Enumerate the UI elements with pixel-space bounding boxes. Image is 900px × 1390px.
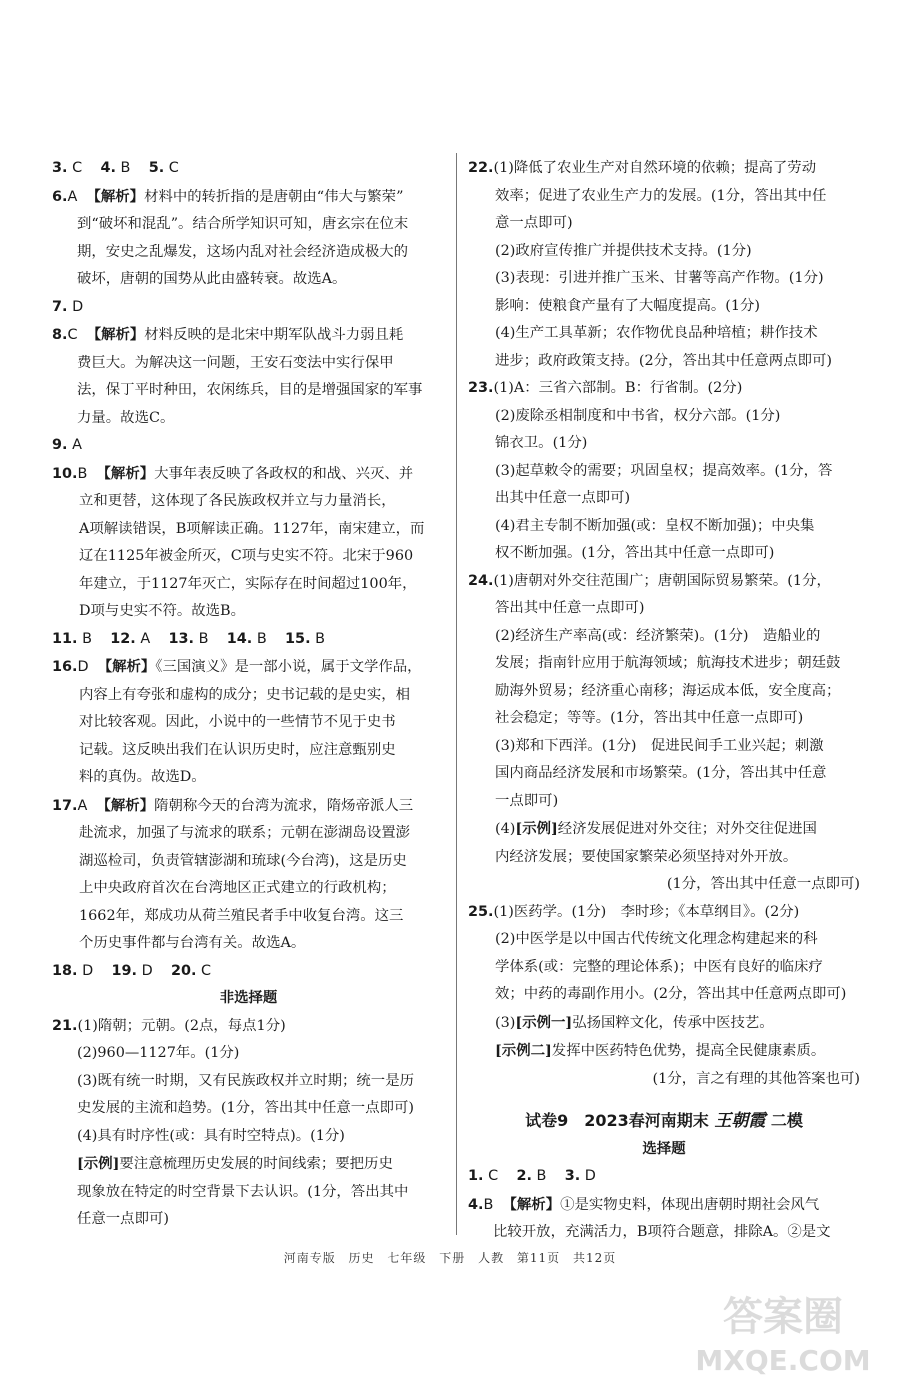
watermark-url: MXQE.COM [695, 1344, 871, 1377]
section-heading-non-choice: 非选择题 [219, 990, 278, 1006]
question-10: 10.B 【解析】大事年表反映了各政权的和战、兴灭、并 立和更替，这体现了各民族政权并立与力量消长， A项解读错误，B项解读正确。1127年，南宋建立，而 辽在1125年被金所灭，C项与史实不符。北宋于960 年建立，于1127年灭亡，实际存在时间超过100年， D项与史实不符。故选B。 [52, 464, 425, 619]
question-4: 4.B 【解析】①是实物史料，体现出唐朝时期社会风气 比较开放，充满活力，B项符合题意，排除A。②是文 [468, 1195, 831, 1240]
question-23: 23.(1)A：三省六部制。B：行省制。(2分) (2)废除丞相制度和中书省，权分六部。(1分) 锦衣卫。(1分) (3)起草敕令的需要；巩固皇权；提高效率。(1分，答 出其中任意一点即可) (4)君主专制不断加强(或：皇权不断加强)；中央集 权不断加强。(1分，答出其中任意一点即可) [468, 380, 833, 561]
question-17: 17.A 【解析】隋朝称今天的台湾为流求，隋炀帝派人三 赴流求，加强了与流求的联系；元朝在澎湖岛设置澎 湖巡检司，负责管辖澎湖和琉球(今台湾)，这是历史 上中央政府首次在台湾地区正式建立的行政机构； 1662年，郑成功从荷兰殖民者手中收复台湾。这三 个历史事件都与台湾有关。故选A。 [52, 796, 414, 951]
question-9: 9. A [52, 437, 82, 453]
question-8: 8.C 【解析】材料反映的是北宋中期军队战斗力弱且耗 费巨大。为解决这一问题，王安石变法中实行保甲 法，保丁平时种田，农闲练兵，目的是增强国家的军事 力量。故选C。 [52, 326, 423, 426]
answer-row-18-20: 18. D 19. D 20. C [52, 962, 212, 979]
section-heading-choice: 选择题 [642, 1140, 686, 1157]
left-column [52, 155, 445, 1234]
question-21: 21.(1)隋朝；元朝。(2点，每点1分) (2)960—1127年。(1分) (3)既有统一时期，又有民族政权并立时期；统一是历 史发展的主流和趋势。(1分，答出其中任意一点即可) (4)具有时序性(或：具有时空特点)。(1分) [示例]要注意梳理历史发展的时间线索；要把历史 现象放在特定的时空背景下去认识。(1分，答出其中 任意一点即可) [52, 1017, 414, 1227]
question-6: 6.A 【解析】材料中的转折指的是唐朝由“伟大与繁荣” 到“破坏和混乱”。结合所学知识可知，唐玄宗在位末 期，安史之乱爆发，这场内乱对社会经济造成极大的 破坏，唐朝的国势从此由盛转衰。故选A。 [52, 187, 409, 287]
answer-row-11-15: 11. B 12. A 13. B 14. B 15. B [52, 630, 325, 647]
watermark-text: 答案圈 [723, 1294, 843, 1340]
question-7: 7. D [52, 298, 84, 315]
question-24: 24.(1)唐朝对外交往范围广；唐朝国际贸易繁荣。(1分， 答出其中任意一点即可) (2)经济生产率高(或：经济繁荣)。(1分) 造船业的 发展；指南针应用于航海领域；航海技术进步；朝廷鼓 励海外贸易；经济重心南移；海运成本低，安全度高； 社会稳定；等等。(1分，答出其中任意一点即可) (3)郑和下西洋。(1分) 促进民间手工业兴起；刺激 国内商品经济发展和市场繁荣。(1分，答出其中任意 一点即可) (4)[示例]经济发展促进对外交往；对外交往促进国 内经济发展；要使国家繁荣必须坚持对外开放。 (1分，答出其中任意一点即可) [468, 572, 860, 892]
question-16: 16.D 【解析】《三国演义》是一部小说，属于文学作品， 内容上有夸张和虚构的成分；史书记载的是史实，相 对比较客观。因此，小说中的一些情节不见于史书 记载。这反映出我们在认识历史时，应注意甄别史 料的真伪。故选D。 [52, 658, 422, 785]
watermark-logo [688, 1282, 878, 1382]
right-column [468, 155, 860, 1247]
answer-row-3-5: 3. C 4. B 5. C [52, 160, 179, 176]
page-footer: 河南专版 历史 七年级 下册 人教 第11页 共12页 [283, 1251, 617, 1265]
answer-row-1-3: 1. C 2. B 3. D [468, 1168, 596, 1184]
signature-logo: 王朝霞 [714, 1111, 766, 1131]
column-divider [456, 153, 457, 1235]
exam-title: 试卷9 2023春河南期末 王朝霞 二模 [525, 1111, 803, 1131]
question-25: 25.(1)医药学。(1分) 李时珍；《本草纲目》。(2分) (2)中医学是以中国古代传统文化理念构建起来的科 学体系(或：完整的理论体系)；中医有良好的临床疗 效；中药的毒副作用小。(2分，答出其中任意两点即可) (3)[示例一]弘扬国粹文化，传承中医技艺。 [示例二]发挥中医药特色优势，提高全民健康素质。 (1分，言之有理的其他答案也可) [468, 903, 860, 1087]
question-22: 22.(1)降低了农业生产对自然环境的依赖；提高了劳动 效率；促进了农业生产力的发展。(1分，答出其中任 意一点即可) (2)政府宣传推广并提供技术支持。(1分) (3)表现：引进并推广玉米、甘薯等高产作物。(1分) 影响：使粮食产量有了大幅度提高。(1分) (4)生产工具革新；农作物优良品种培植；耕作技术 进步；政府政策支持。(2分，答出其中任意两点即可) [468, 160, 832, 369]
